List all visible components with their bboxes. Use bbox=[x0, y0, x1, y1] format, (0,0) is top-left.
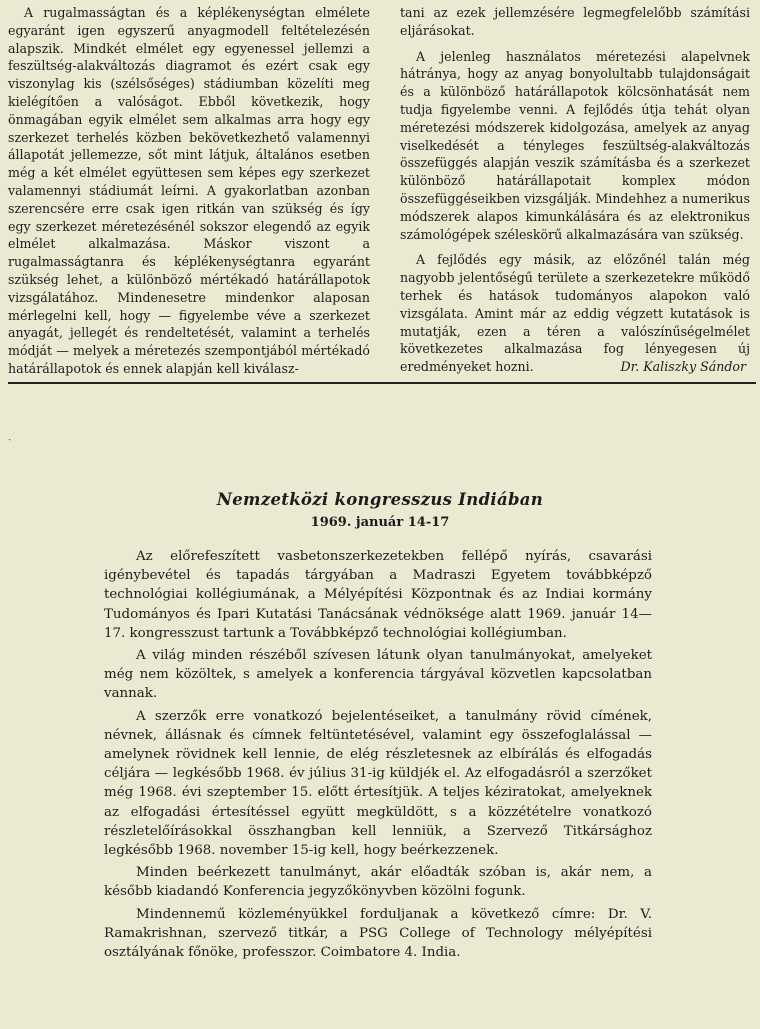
paragraph-text: A fejlődés egy másik, az előzőnél talán még nagyobb jelentőségű területe a szerkezetekre működő terhek és hatások tudományos alapokon való vizsgálata. Amint már az eddig végzett kutatások is mutatják, ezen a téren a valószínűségelmélet következetes alkalmazása fog lényegesen új eredményeket hozni. bbox=[400, 252, 750, 375]
paragraph: A szerzők erre vonatkozó bejelentéseiket, a tanulmány rövid címének, névnek, állásnak és címnek feltüntetésével, valamint egy összefoglalással — amelynek rövidnek kell lennie, de elég részletesnek az elbírálás és elfogadás céljára — legkésőbb 1968. év július 31-ig küldjék el. Az elfogadásról a szerzőket még 1968. évi szeptember 15. előtt értesítjük. A teljes kéziratokat, amelyeknek az elfogadási értesítéssel együtt megküldött, s a közzétételre vonatkozó részletelőírásokkal összhangban kell lenniük, a Szervező Titkársághoz legkésőbb 1968. november 15-ig kell, hogy beérkezzenek. bbox=[104, 708, 652, 859]
paragraph: A jelenleg használatos méretezési alapelvnek hátránya, hogy az anyag bonyolultabb tulajdonságait és a különböző határállapotok kölcsönhatását nem tudja figyelembe venni. A fejlődés útja tehát olyan méretezési módszerek kidolgozása, amelyek az anyag viselkedését a tényleges feszültség-alakváltozás összefüggés alapján veszik számításba és a szerkezet különböző határállapotait komplex módon összefüggéseikben vizsgálják. Mindehhez a numerikus módszerek alapos kimunkálására és az elektronikus számológépek széleskörű alkalmazására van szükség. bbox=[400, 48, 750, 242]
paragraph: Minden beérkezett tanulmányt, akár előadták szóban is, akár nem, a később kiadandó Konferencia jegyzőkönyvben közölni fogunk. bbox=[104, 865, 652, 900]
paragraph: Az előrefeszített vasbetonszerkezetekben fellépő nyírás, csavarási igénybevétel és tapadás tárgyában a Madraszi Egyetem továbbképző technológiai kollégiumának, a Mélyépítési Központnak és az Indiai kormány Tudományos és Ipari Kutatási Tanácsának védnöksége alatt 1969. január 14—17. kongresszust tartunk a Továbbképző technológiai kollégiumban. bbox=[104, 549, 652, 641]
left-column bbox=[8, 4, 370, 378]
stray-mark: ˎ bbox=[8, 428, 12, 441]
paragraph-with-signature bbox=[400, 251, 750, 376]
paragraph-continuation: tani az ezek jellemzésére legmegfelelőbb számítási eljárásokat. bbox=[400, 5, 750, 38]
paragraph: A rugalmasságtan és a képlékenységtan elmélete egyaránt igen egyszerű anyagmodell feltételezésén alapszik. Mindkét elmélet egy egyenessel jellemzi a feszültség-alakváltozás diagramot és ezért csak egy viszonylag kis (szélsőséges) stádiumban közelíti meg kielégítően a valóságot. Ebből következik, hogy önmagában egyik elmélet sem alkalmas arra hogy egy szerkezet terhelés közben bekövetkezhető valamennyi állapotát jellemezze, sőt mint látjuk, általános esetben még a két elmélet együttesen sem képes egy szerkezet valamennyi stádiumát leírni. A gyakorlatban azonban szerencsére erre csak igen ritkán van szükség és így egy szerkezet méretezésénél sokszor elegendő az egyik elmélet alkalmazása. Máskor viszont a rugalmasságtanra és képlékenységtanra egyaránt szükség lehet, a különböző mértékadó határállapotok vizsgálatához. Mindenesetre mindenkor alaposan mérlegelni kell, hogy — figyelembe véve a szerkezet anyagát, jellegét és rendeltetését, valamint a terhelés módját — melyek a méretezés szempontjából mértékadó határállapotok és ennek alapján kell kiválasz- bbox=[8, 5, 370, 376]
section-divider bbox=[8, 382, 756, 384]
right-column bbox=[400, 4, 750, 376]
paragraph: A világ minden részéből szívesen látunk olyan tanulmányokat, amelyeket még nem közöltek, s amelyek a konferencia tárgyával közvetlen kapcsolatban vannak. bbox=[104, 648, 652, 702]
article-date: 1969. január 14-17 bbox=[310, 515, 450, 530]
article-title: Nemzetközi kongresszus Indiában bbox=[216, 490, 544, 509]
author-signature: Dr. Kaliszky Sándor bbox=[620, 359, 746, 375]
article-body bbox=[104, 547, 652, 962]
paragraph: Mindennemű közleményükkel forduljanak a következő címre: Dr. V. Ramakrishnan, szervező titkár, a PSG College of Technology mélyépítési osztályának főnöke, professzor. Coimbatore 4. India. bbox=[104, 906, 652, 961]
